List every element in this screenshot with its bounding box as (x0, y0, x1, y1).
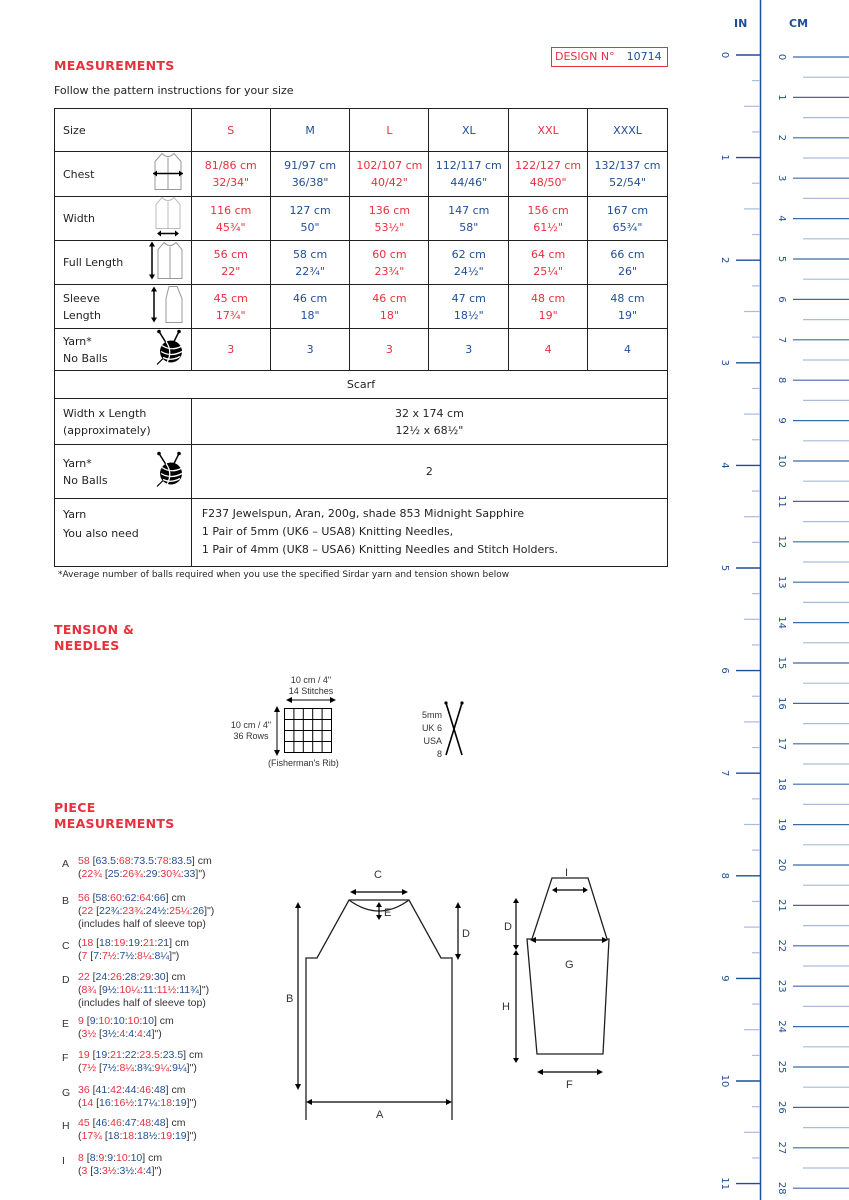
scarf-heading: Scarf (55, 371, 668, 399)
design-number: 10714 (626, 50, 662, 63)
size-label: Size (55, 109, 192, 152)
tension-height: 10 cm / 4" (230, 720, 272, 730)
needle-uk: UK 6 (421, 723, 442, 733)
ruler-cm-label: 7 (776, 336, 787, 343)
footnote: *Average number of balls required when you use the specified Sirdar yarn and tension shown below (58, 570, 510, 580)
size-s: S (191, 109, 270, 152)
ruler-inch-label: 7 (719, 770, 730, 777)
ruler-inch-label: 2 (719, 257, 730, 264)
ruler-cm-label: 13 (776, 575, 787, 589)
tension-rows: 36 Rows (233, 731, 269, 741)
diagram-label-b: B (286, 993, 294, 1005)
diagram-label-d: D (462, 928, 470, 940)
piece-letter: H (62, 1120, 70, 1132)
ruler-inch-label: 6 (719, 667, 730, 674)
piece-letter: F (62, 1052, 69, 1064)
sleeve-length-icon (149, 284, 185, 329)
ruler-cm-label: 15 (776, 656, 787, 670)
scarf-balls-row: Yarn* No Balls 2 (55, 445, 668, 499)
size-m: M (270, 109, 350, 152)
piece-inch-line: (22¾ [25:26¾:29:30¾:33]") (78, 868, 206, 880)
ruler-cm-label: 23 (776, 979, 787, 993)
garment-schematic-diagram (280, 860, 640, 1120)
ruler-inch-label: 11 (719, 1177, 730, 1190)
ruler-inch-label: 8 (719, 872, 730, 879)
ruler-cm-label: CM (789, 17, 809, 30)
piece-cm-line: 19 [19:21:22:23.5:23.5] cm (78, 1049, 203, 1061)
piece-inch-line: (17¾ [18:18:18½:19:19]") (78, 1130, 197, 1142)
ruler-cm-label: 17 (776, 737, 787, 751)
ruler-inch-label: 9 (719, 975, 730, 982)
yarn-ball-icon (153, 329, 185, 370)
ruler-cm-label: 8 (776, 377, 787, 384)
design-number-box (551, 47, 668, 67)
diagram-label-a: A (376, 1109, 384, 1120)
yarn-info-row: Yarn You also need F237 Jewelspun, Aran, 200g, shade 853 Midnight Sapphire 1 Pair of 5mm (UK6 – USA8) Knitting Needles, 1 Pair of 4mm (UK8 – USA6) Knitting Needles and Stitch Holders. (55, 499, 668, 567)
intro-text: Follow the pattern instructions for your size (54, 84, 294, 97)
ruler-inch-label: 10 (719, 1074, 730, 1088)
diagram-label-i: I (565, 867, 569, 879)
needles-1: 1 Pair of 5mm (UK6 – USA8) Knitting Needles, (201, 525, 454, 538)
piece-letter: E (62, 1018, 70, 1030)
ruler-cm-label: 14 (776, 616, 787, 629)
tension-title: TENSION & NEEDLES (54, 622, 135, 653)
ruler-cm-label: 2 (776, 134, 787, 141)
cardigan-width-icon (151, 196, 185, 241)
piece-inch-line: (7½ [7½:8¼:8¾:9¼:9¼]") (78, 1062, 197, 1074)
piece-letter: B (62, 895, 70, 907)
scarf-balls: 2 (191, 445, 667, 499)
row-label: Full Length (63, 256, 124, 269)
scarf-cm: 32 x 174 cm (395, 406, 464, 420)
piece-letter: C (62, 940, 70, 952)
piece-cm-line: 22 [24:26:28:29:30] cm (78, 971, 186, 983)
piece-letter: I (62, 1155, 65, 1167)
piece-cm-line: 56 [58:60:62:64:66] cm (78, 892, 186, 904)
tension-width: 10 cm / 4" (290, 675, 332, 685)
scarf-size-row: Width x Length (approximately) 32 x 174 cm 12½ x 68½" (55, 399, 668, 445)
ruler-inch-label: 1 (719, 154, 730, 161)
piece-inch-line: (3 [3:3½:3½:4:4]") (78, 1165, 162, 1177)
table-row: Full Length 56 cm 22" 58 cm 22¾" 60 cm 23¾" 62 cm 24½" 64 cm 25¼" 66 cm 26" (55, 241, 668, 285)
piece-cm-line: 8 [8:9:9:10:10] cm (78, 1152, 163, 1164)
piece-measurement-item (62, 1152, 162, 1178)
diagram-label-f: F (566, 1079, 573, 1091)
diagram-label-e: E (384, 907, 392, 919)
needles-2: 1 Pair of 4mm (UK8 – USA6) Knitting Needles and Stitch Holders. (201, 543, 559, 556)
piece-measurement-item (62, 971, 209, 1010)
ruler-in-label: IN (734, 17, 748, 30)
yarn-ball-icon (153, 451, 185, 492)
measurements-title: MEASUREMENTS (54, 58, 175, 73)
piece-measurement-item (62, 1117, 197, 1143)
scarf-heading-row (55, 371, 668, 399)
ruler-cm-label: 28 (776, 1181, 787, 1195)
ruler-cm-label: 12 (776, 535, 787, 549)
size-row (55, 109, 668, 152)
piece-cm-line: 36 [41:42:44:46:48] cm (78, 1084, 186, 1096)
ruler-cm-label: 0 (776, 53, 787, 61)
ruler-inch-label: 3 (719, 359, 730, 366)
row-label: Chest (63, 167, 95, 181)
ruler-cm-label: 10 (776, 454, 787, 468)
stitch-pattern: (Fisherman's Rib) (268, 758, 339, 768)
ruler-inch-label: 0 (719, 51, 730, 59)
ruler-cm-label: 9 (776, 417, 787, 424)
piece-inch-line: (3½ [3½:4:4:4:4]") (78, 1028, 162, 1040)
ruler-cm-label: 1 (776, 94, 787, 101)
row-label: Width (63, 212, 95, 225)
ruler-inch-label: 4 (719, 462, 730, 469)
piece-cm-line: 9 [9:10:10:10:10] cm (78, 1015, 174, 1027)
ruler-cm-label: 21 (776, 899, 787, 912)
needle-usa: USA 8 (423, 736, 442, 759)
ruler-cm-label: 18 (776, 777, 787, 791)
piece-measurement-item (62, 1049, 203, 1075)
ruler-cm-label: 19 (776, 818, 787, 831)
piece-measurement-item (62, 855, 212, 881)
ruler-cm-label: 5 (776, 255, 787, 263)
piece-cm-line: 58 [63.5:68:73.5:78:83.5] cm (78, 855, 212, 867)
cardigan-length-icon (149, 240, 185, 285)
piece-note: (includes half of sleeve top) (78, 918, 206, 930)
yarn-balls-row: Yarn* No Balls 3 3 3 3 4 4 (55, 329, 668, 371)
table-row: Chest 81/86 cm 32/34" 91/97 cm 36/38" 102/107 cm 40/42" 112/117 cm 44/46" 122/127 cm 48/50" 132/137 cm 52/54" (55, 152, 668, 197)
row-label: Sleeve (63, 291, 100, 305)
needle-mm: 5mm (422, 710, 442, 720)
table-row: Width 116 cm 45¾" 127 cm 50" 136 cm 53½" 147 cm 58" 156 cm 61½" 167 cm 65¾" (55, 197, 668, 241)
size-xxl: XXL (509, 109, 588, 152)
diagram-label-c: C (374, 869, 382, 881)
tension-swatch-icon (272, 696, 338, 758)
piece-letter: A (62, 858, 70, 870)
diagram-label-d-sleeve: D (504, 921, 512, 933)
table-row: Sleeve Length 45 cm 17¾" 46 cm 18" 46 cm 18" 47 cm 18½" 48 cm 19" 48 cm 19" (55, 285, 668, 329)
measurements-table (54, 108, 668, 567)
piece-letter: G (62, 1087, 71, 1099)
ruler-cm-label: 3 (776, 175, 787, 182)
piece-cm-line: 45 [46:46:47:48:48] cm (78, 1117, 186, 1129)
ruler-cm-label: 4 (776, 215, 787, 222)
size-xxxl: XXXL (588, 109, 668, 152)
ruler-cm-label: 25 (776, 1060, 787, 1074)
diagram-label-h: H (502, 1001, 510, 1013)
piece-measurements-title: PIECE MEASUREMENTS (54, 800, 175, 831)
piece-measurement-item (62, 937, 189, 963)
piece-inch-line: (22 [22¾:23¾:24½:25¼:26]") (78, 905, 215, 917)
yarn-value: F237 Jewelspun, Aran, 200g, shade 853 Midnight Sapphire (201, 507, 525, 520)
scarf-in: 12½ x 68½" (395, 423, 464, 437)
size-xl: XL (429, 109, 509, 152)
ruler-cm-label: 6 (776, 296, 787, 303)
ruler-cm-label: 22 (776, 939, 787, 953)
size-l: L (350, 109, 429, 152)
piece-letter: D (62, 974, 70, 986)
piece-measurement-item (62, 1015, 174, 1041)
piece-note: (includes half of sleeve top) (78, 997, 206, 1009)
ruler (700, 0, 849, 1200)
row-label-2: Length (63, 308, 101, 322)
design-label: DESIGN N° (555, 50, 615, 63)
piece-inch-line: (14 [16:16½:17¼:18:19]") (78, 1097, 197, 1109)
piece-inch-line: (7 [7:7½:7½:8¼:8¼]") (78, 950, 180, 962)
ruler-inch-label: 5 (719, 564, 730, 572)
ruler-cm-label: 20 (776, 858, 787, 872)
cardigan-chest-icon (151, 152, 185, 197)
piece-measurement-item (62, 1084, 197, 1110)
ruler-cm-label: 11 (776, 495, 787, 508)
piece-measurement-item (62, 892, 214, 931)
knitting-needles-icon (443, 700, 465, 758)
tension-stitches: 14 Stitches (288, 686, 334, 696)
diagram-label-g: G (565, 959, 574, 971)
ruler-cm-label: 27 (776, 1141, 787, 1155)
ruler-cm-label: 26 (776, 1101, 787, 1114)
ruler-cm-label: 24 (776, 1020, 787, 1033)
piece-cm-line: (18 [18:19:19:21:21] cm (78, 937, 189, 949)
piece-inch-line: (8¾ [9½:10¼:11:11½:11¾]") (78, 984, 210, 996)
ruler-cm-label: 16 (776, 697, 787, 710)
